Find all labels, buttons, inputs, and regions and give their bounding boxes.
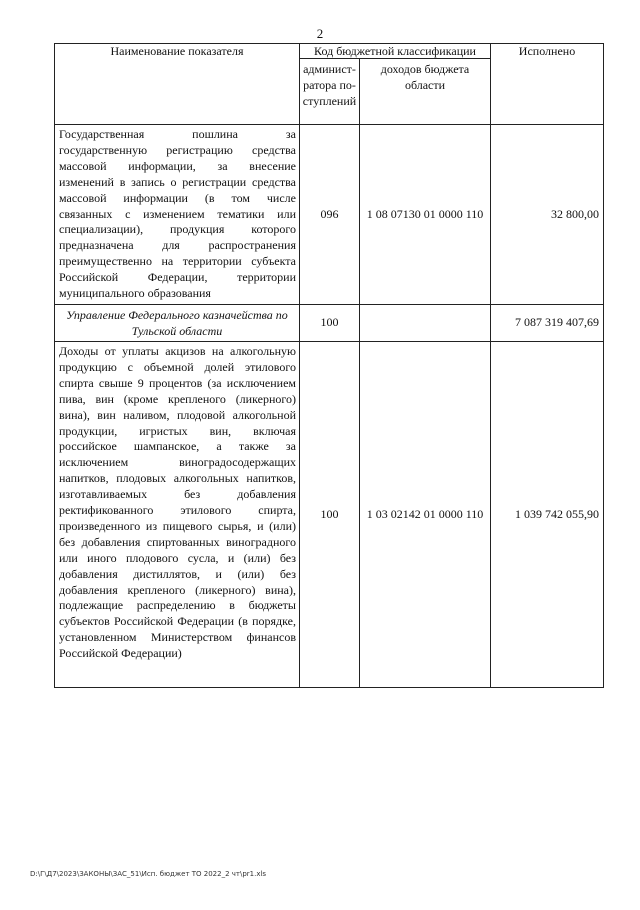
page-number: 2 xyxy=(316,26,324,41)
file-path-footer: D:\Г\Д7\2023\ЗАКОНЫ\ЗАС_51\Исп. бюджет ТО 2022_2 чт\pr1.xls xyxy=(30,870,267,878)
row-1-amount: 32 800,00 xyxy=(491,125,604,305)
row-3-admin: 100 xyxy=(300,341,360,687)
row-2-income xyxy=(360,304,491,341)
header-executed: Исполнено xyxy=(491,44,604,125)
row-1-income: 1 08 07130 01 0000 110 xyxy=(360,125,491,305)
row-1-name: Государственная пошлина за государственную регистрацию средства массовой информации, за внесение изменений в запись о регистрации средства массовой информации (в том числе связанных с изменением тематики или специализации), продукция которого предназначена для распространения преимущественно на территории субъекта Российской Федерации, территории муниципального образования xyxy=(55,125,300,305)
row-2-admin: 100 xyxy=(300,304,360,341)
row-3-amount: 1 039 742 055,90 xyxy=(491,341,604,687)
row-1-admin: 096 xyxy=(300,125,360,305)
header-income: доходов бюджета области xyxy=(360,59,491,125)
row-2-name: Управление Федерального казначейства по Тульской области xyxy=(55,304,300,341)
row-3-income: 1 03 02142 01 0000 110 xyxy=(360,341,491,687)
budget-table xyxy=(54,43,604,688)
row-2-amount: 7 087 319 407,69 xyxy=(491,304,604,341)
header-name: Наименование показателя xyxy=(55,44,300,125)
row-3-name: Доходы от уплаты акцизов на алкогольную продукцию с объемной долей этилового спирта свыше 9 процентов (за исключением пива, вин (кроме крепленого (ликерного) вина), вин наливом, плодовой алкогольной продукции, игристых вин, включая российское шампанское, а также за исключением виноградосодержащих напитков, плодовых алкогольных напитков, изготавливаемых без добавления ректификованного этилового спирта, произведенного из пищевого сырья, и (или) без добавления спиртованных виноградного или иного плодового сусла, и (или) без добавления дистиллятов, и (или) без добавления крепленого (ликерного) вина), подлежащие распределению в бюджеты субъектов Российской Федерации (в порядке, установленном Министерством финансов Российской Федерации) xyxy=(55,341,300,687)
header-admin: админист- ратора по- ступлений xyxy=(300,59,360,125)
header-code: Код бюджетной классификации xyxy=(300,44,491,59)
